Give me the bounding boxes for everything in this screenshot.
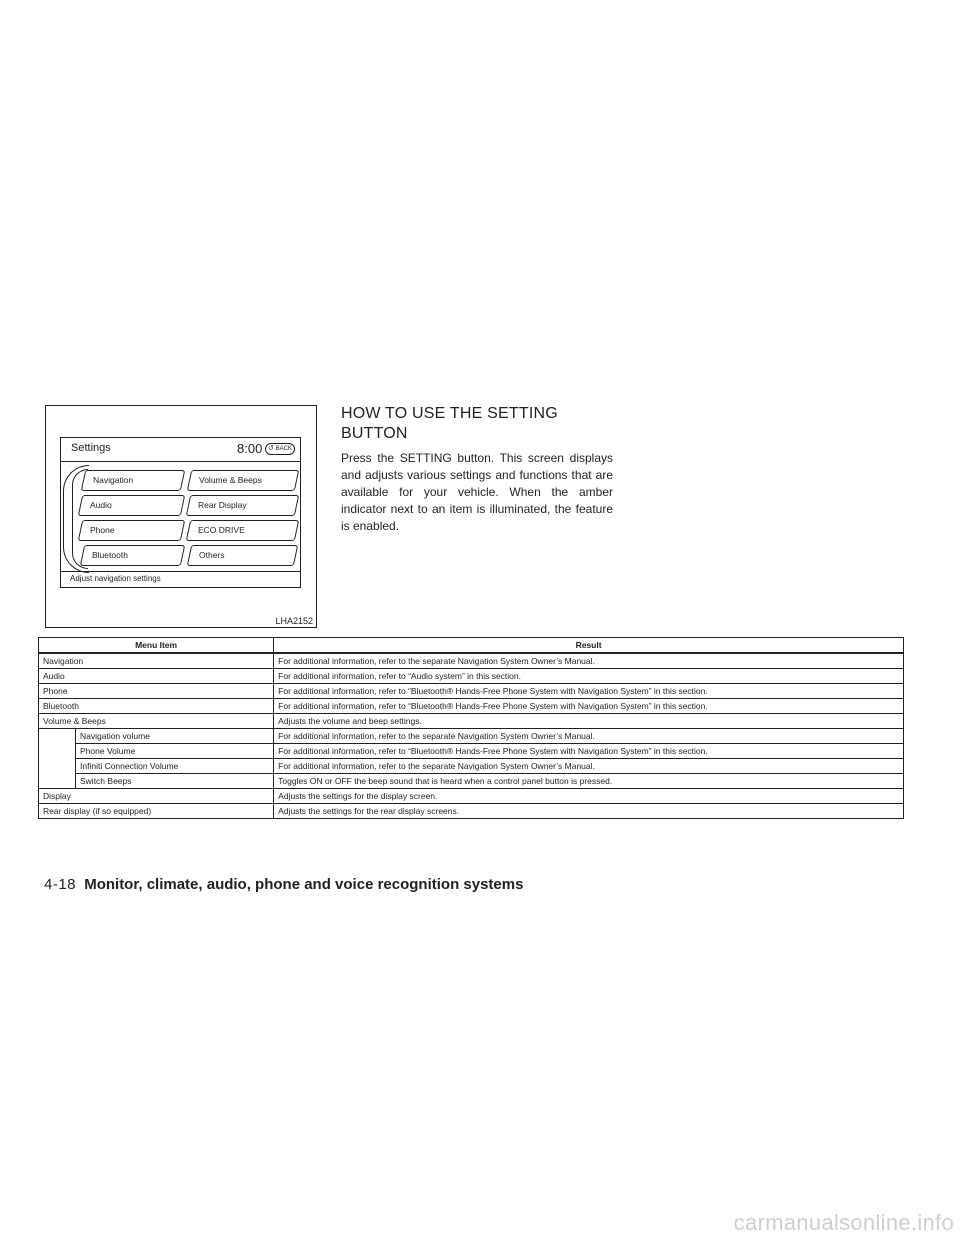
back-button-label: BACK [275, 446, 292, 452]
table-cell-result: For additional information, refer to the separate Navigation System Owner’s Manual. [274, 653, 904, 669]
table-row [39, 789, 904, 804]
audio-button[interactable] [78, 495, 185, 516]
table-cell-subitem: Navigation volume [76, 729, 274, 744]
others-button[interactable] [187, 545, 298, 566]
screen-clock: 8:00 [237, 441, 263, 456]
table-cell-subitem: Infiniti Connection Volume [76, 759, 274, 774]
table-row [39, 804, 904, 819]
settings-screen [60, 437, 301, 588]
screen-status-divider [61, 571, 300, 572]
section-heading: HOW TO USE THE SETTING BUTTON [341, 405, 558, 442]
back-button[interactable] [265, 443, 295, 455]
table-row [39, 653, 904, 669]
table-cell-result: For additional information, refer to “Bluetooth® Hands-Free Phone System with Navigation System” in this section. [274, 744, 904, 759]
back-arrow-icon: ↺ [268, 445, 274, 452]
settings-screen-figure [45, 405, 317, 628]
table-cell-result: For additional information, refer to the separate Navigation System Owner’s Manual. [274, 759, 904, 774]
bluetooth-button-label: Bluetooth [92, 550, 128, 560]
bluetooth-button[interactable] [80, 545, 185, 566]
volume-beeps-button-label: Volume & Beeps [199, 475, 262, 485]
page-footer [44, 876, 523, 893]
table-row [39, 699, 904, 714]
table-subrow [39, 744, 904, 759]
table-indent-cell [39, 729, 76, 789]
table-row [39, 714, 904, 729]
rear-display-button[interactable] [186, 495, 299, 516]
menu-item-header: Menu Item [39, 638, 274, 654]
section-title: Monitor, climate, audio, phone and voice recognition systems [84, 876, 524, 893]
table-cell-item: Bluetooth [39, 699, 274, 714]
table-cell-item: Phone [39, 684, 274, 699]
table-header-row [39, 638, 904, 654]
table-subrow [39, 774, 904, 789]
navigation-button[interactable] [81, 470, 185, 491]
others-button-label: Others [199, 550, 225, 560]
eco-drive-button[interactable] [186, 520, 299, 541]
screen-title: Settings [71, 442, 111, 454]
table-subrow [39, 759, 904, 774]
table-cell-result: For additional information, refer to “Audio system” in this section. [274, 669, 904, 684]
screen-header-divider [61, 461, 300, 462]
table-cell-result: For additional information, refer to “Bluetooth® Hands-Free Phone System with Navigation System” in this section. [274, 684, 904, 699]
table-cell-result: For additional information, refer to “Bluetooth® Hands-Free Phone System with Navigation System” in this section. [274, 699, 904, 714]
watermark: carmanualsonline.info [733, 1210, 954, 1235]
table-row [39, 684, 904, 699]
settings-menu-table [38, 637, 904, 819]
table-cell-item: Volume & Beeps [39, 714, 274, 729]
table-cell-subitem: Switch Beeps [76, 774, 274, 789]
figure-code: LHA2152 [275, 616, 313, 626]
table-cell-result: Adjusts the settings for the rear display screens. [274, 804, 904, 819]
result-header: Result [274, 638, 904, 654]
rear-display-button-label: Rear Display [198, 500, 247, 510]
table-cell-item: Display [39, 789, 274, 804]
table-cell-subitem: Phone Volume [76, 744, 274, 759]
phone-button-label: Phone [90, 525, 115, 535]
table-subrow [39, 729, 904, 744]
table-row [39, 669, 904, 684]
table-cell-item: Navigation [39, 653, 274, 669]
volume-beeps-button[interactable] [187, 470, 299, 491]
screen-status-text: Adjust navigation settings [70, 574, 161, 583]
table-cell-item: Audio [39, 669, 274, 684]
navigation-button-label: Navigation [93, 475, 134, 485]
eco-drive-button-label: ECO DRIVE [198, 525, 245, 535]
table-cell-result: For additional information, refer to the separate Navigation System Owner’s Manual. [274, 729, 904, 744]
table-cell-item: Rear display (if so equipped) [39, 804, 274, 819]
audio-button-label: Audio [90, 500, 112, 510]
page-number: 4-18 [44, 876, 77, 893]
table-cell-result: Toggles ON or OFF the beep sound that is heard when a control panel button is pressed. [274, 774, 904, 789]
section-body-text: Press the SETTING button. This screen displays and adjusts various settings and functions that are available for your vehicle. When the amber indicator next to an item is illuminated, the feature is enabled. [341, 451, 613, 533]
table-cell-result: Adjusts the volume and beep settings. [274, 714, 904, 729]
table-cell-result: Adjusts the settings for the display screen. [274, 789, 904, 804]
phone-button[interactable] [78, 520, 185, 541]
